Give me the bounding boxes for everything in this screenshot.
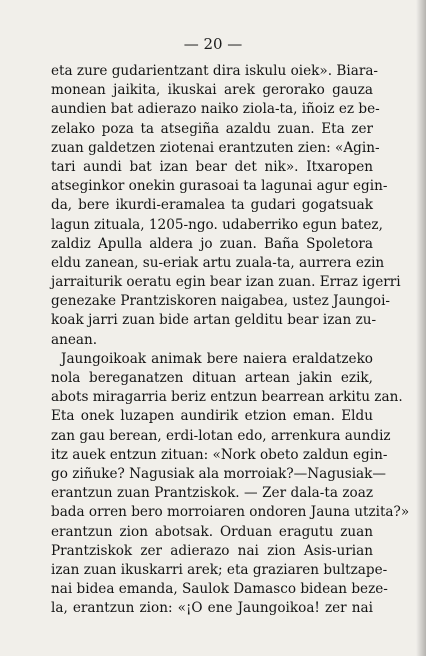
- page-number: — 20 —: [183, 35, 243, 53]
- text-line: Eta onek luzapen aundirik etzion eman. Eldu: [51, 408, 373, 425]
- text-line: abots miragarria beriz entzun bearrean arkitu zan.: [51, 389, 403, 406]
- text-line: itz auek entzun zituan: «Nork obeto zaldun egin-: [51, 446, 388, 463]
- text-line: bada orren bero morroiaren ondoren Jauna utzita?»: [51, 504, 410, 521]
- text-line: zelako poza ta atsegiña azaldu zuan. Eta zer: [51, 120, 373, 137]
- text-line: eldu zanean, su-eriak artu zuala-ta, aurrera ezin: [51, 254, 385, 271]
- text-line: aundien bat adierazo naiko ziola-ta, iñoiz ez be-: [51, 101, 380, 118]
- page-body: [51, 62, 410, 618]
- text-line: genezake Prantziskoren naigabea, ustez Jaungoi-: [51, 293, 391, 310]
- text-line: eta zure gudarientzant dira iskulu oiek». Biara-: [51, 63, 379, 79]
- text-line: tari aundi bat izan bear det nik». Itxaropen: [51, 158, 373, 175]
- text-line: izan zuan ikuskarri arek; eta graziaren bultzape-: [51, 561, 388, 578]
- text-line: nola bereganatzen dituan artean jakin ezik,: [51, 370, 373, 386]
- text-line: zan gau berean, erdi-lotan edo, arrenkura aundiz: [51, 427, 391, 444]
- text-line: da, bere ikurdi-eramalea ta gudari gogatsuak: [51, 197, 373, 214]
- text-line: la, erantzun zion: «¡O ene Jaungoikoa! zer nai: [51, 600, 373, 617]
- text-line: Prantziskok zer adierazo nai zion Asis-urian: [51, 542, 373, 559]
- text-line: zuan galdetzen ziotenai erantzuten zien: «Agin-: [51, 139, 380, 156]
- text-line: jarraiturik oeratu egin bear izan zuan. Erraz igerri: [51, 274, 401, 291]
- text-line: koak jarri zuan bide artan gelditu bear izan zu-: [51, 312, 377, 329]
- text-line: zaldiz Apulla aldera jo zuan. Baña Spoletora: [51, 235, 373, 252]
- text-line: lagun zituala, 1205-ngo. udaberriko egun batez,: [51, 216, 383, 233]
- text-line: nai bidea emanda, Saulok Damasco bidean beze-: [51, 581, 388, 598]
- text-line: Jaungoikoak animak bere naiera eraldatzeko: [61, 350, 373, 367]
- text-line: go ziñuke? Nagusiak ala morroiak?—Nagusiak—: [51, 465, 386, 482]
- text-line: erantzun zuan Prantziskok. — Zer dala-ta zoaz: [51, 485, 373, 502]
- text-line: erantzun zion abotsak. Orduan eragutu zuan: [51, 523, 373, 540]
- text-line: atseginkor onekin gurasoai ta lagunai agur egin-: [51, 178, 388, 195]
- text-line: anean.: [51, 331, 98, 348]
- text-line: monean jaikita, ikuskai arek gerorako gauza: [51, 82, 373, 99]
